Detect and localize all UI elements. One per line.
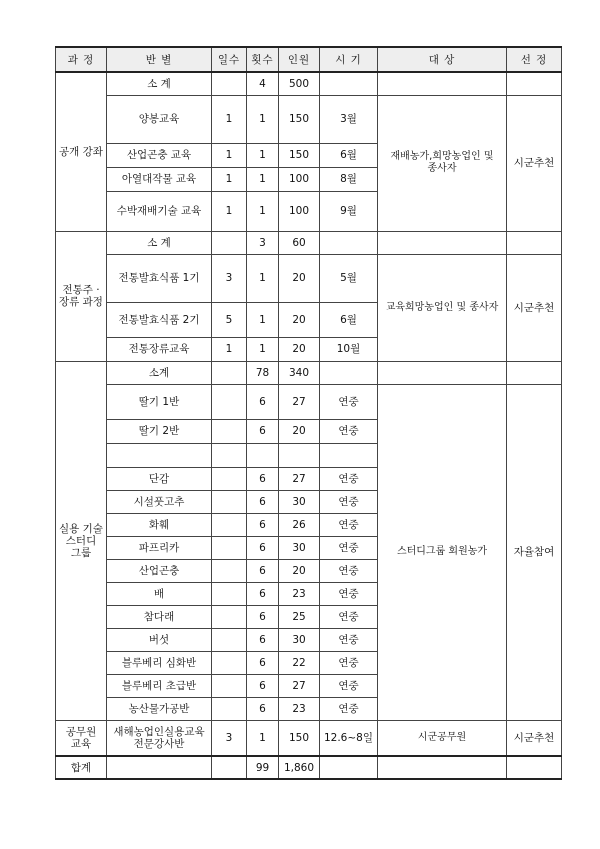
times-cell: 1 [247, 95, 279, 143]
times-cell: 6 [247, 697, 279, 720]
days-cell [212, 628, 247, 651]
class-cell: 전통장류교육 [107, 337, 212, 361]
total-selection-cell [507, 756, 562, 779]
selection-cell: 시군추천 [507, 720, 562, 756]
people-cell: 20 [279, 254, 320, 302]
class-cell: 수박재배기술 교육 [107, 191, 212, 231]
target-cell [378, 72, 507, 95]
selection-cell: 시군추천 [507, 95, 562, 231]
people-cell: 27 [279, 467, 320, 490]
class-cell: 배 [107, 582, 212, 605]
header-people: 인원 [279, 47, 320, 72]
table-row [56, 231, 562, 254]
period-cell: 9월 [320, 191, 378, 231]
times-cell: 1 [247, 191, 279, 231]
course-name-cell: 공개 강좌 [56, 72, 107, 231]
selection-cell: 자율참여 [507, 384, 562, 720]
days-cell: 1 [212, 191, 247, 231]
class-cell: 참다래 [107, 605, 212, 628]
class-cell: 새해농업인실용교육 전문강사반 [107, 720, 212, 756]
days-cell [212, 513, 247, 536]
course-name-cell: 공무원 교육 [56, 720, 107, 756]
total-people-cell: 1,860 [279, 756, 320, 779]
days-cell [212, 443, 247, 467]
period-cell: 12.6~8일 [320, 720, 378, 756]
class-cell [107, 443, 212, 467]
period-cell [320, 361, 378, 384]
class-cell: 소계 [107, 361, 212, 384]
people-cell: 23 [279, 697, 320, 720]
header-times: 횟수 [247, 47, 279, 72]
period-cell: 5월 [320, 254, 378, 302]
days-cell [212, 419, 247, 443]
table-row [56, 361, 562, 384]
training-plan-table [55, 46, 562, 780]
times-cell: 6 [247, 651, 279, 674]
times-cell: 6 [247, 490, 279, 513]
times-cell: 6 [247, 467, 279, 490]
period-cell [320, 72, 378, 95]
people-cell: 20 [279, 302, 320, 337]
times-cell: 4 [247, 72, 279, 95]
times-cell: 6 [247, 674, 279, 697]
people-cell: 27 [279, 674, 320, 697]
people-cell: 100 [279, 167, 320, 191]
period-cell: 6월 [320, 302, 378, 337]
selection-cell: 시군추천 [507, 254, 562, 361]
times-cell: 6 [247, 419, 279, 443]
period-cell: 연중 [320, 384, 378, 419]
people-cell: 20 [279, 337, 320, 361]
header-selection: 선 정 [507, 47, 562, 72]
period-cell: 10월 [320, 337, 378, 361]
header-period: 시 기 [320, 47, 378, 72]
class-cell: 양봉교육 [107, 95, 212, 143]
period-cell: 연중 [320, 582, 378, 605]
people-cell: 30 [279, 536, 320, 559]
class-cell: 블루베리 초급반 [107, 674, 212, 697]
total-period-cell [320, 756, 378, 779]
total-class-cell [107, 756, 212, 779]
class-cell: 블루베리 심화반 [107, 651, 212, 674]
table-row [56, 72, 562, 95]
class-cell: 시설풋고추 [107, 490, 212, 513]
target-cell: 재배농가,희망농업인 및 종사자 [378, 95, 507, 231]
people-cell: 340 [279, 361, 320, 384]
times-cell: 1 [247, 143, 279, 167]
people-cell: 25 [279, 605, 320, 628]
times-cell: 78 [247, 361, 279, 384]
total-times-cell: 99 [247, 756, 279, 779]
period-cell: 연중 [320, 467, 378, 490]
table-body [56, 72, 562, 779]
period-cell: 연중 [320, 651, 378, 674]
days-cell [212, 674, 247, 697]
times-cell: 6 [247, 536, 279, 559]
people-cell [279, 443, 320, 467]
people-cell: 30 [279, 490, 320, 513]
days-cell: 1 [212, 167, 247, 191]
period-cell: 8월 [320, 167, 378, 191]
class-cell: 산업곤충 [107, 559, 212, 582]
period-cell: 연중 [320, 697, 378, 720]
target-cell [378, 231, 507, 254]
times-cell: 1 [247, 167, 279, 191]
period-cell: 연중 [320, 536, 378, 559]
period-cell: 연중 [320, 628, 378, 651]
class-cell: 소 계 [107, 231, 212, 254]
table-row [56, 95, 562, 143]
people-cell: 150 [279, 720, 320, 756]
days-cell: 1 [212, 337, 247, 361]
people-cell: 100 [279, 191, 320, 231]
header-days: 일수 [212, 47, 247, 72]
days-cell: 3 [212, 254, 247, 302]
people-cell: 150 [279, 143, 320, 167]
times-cell: 1 [247, 720, 279, 756]
times-cell: 6 [247, 513, 279, 536]
period-cell: 연중 [320, 605, 378, 628]
people-cell: 60 [279, 231, 320, 254]
people-cell: 22 [279, 651, 320, 674]
people-cell: 26 [279, 513, 320, 536]
days-cell: 1 [212, 95, 247, 143]
header-class: 반 별 [107, 47, 212, 72]
days-cell: 1 [212, 143, 247, 167]
class-cell: 단감 [107, 467, 212, 490]
class-cell: 농산물가공반 [107, 697, 212, 720]
target-cell: 시군공무원 [378, 720, 507, 756]
days-cell [212, 651, 247, 674]
class-cell: 버섯 [107, 628, 212, 651]
times-cell: 1 [247, 254, 279, 302]
times-cell: 1 [247, 337, 279, 361]
times-cell: 6 [247, 605, 279, 628]
header-row [56, 47, 562, 72]
class-cell: 딸기 2반 [107, 419, 212, 443]
days-cell [212, 231, 247, 254]
days-cell [212, 605, 247, 628]
table-row [56, 384, 562, 419]
period-cell: 연중 [320, 490, 378, 513]
times-cell: 6 [247, 582, 279, 605]
people-cell: 30 [279, 628, 320, 651]
course-name-cell: 전통주 · 장류 과정 [56, 231, 107, 361]
period-cell: 연중 [320, 674, 378, 697]
table-row [56, 254, 562, 302]
table-row [56, 720, 562, 756]
days-cell: 5 [212, 302, 247, 337]
people-cell: 23 [279, 582, 320, 605]
days-cell [212, 536, 247, 559]
people-cell: 20 [279, 559, 320, 582]
class-cell: 아열대작물 교육 [107, 167, 212, 191]
days-cell [212, 72, 247, 95]
class-cell: 딸기 1반 [107, 384, 212, 419]
total-row [56, 756, 562, 779]
period-cell [320, 443, 378, 467]
times-cell: 1 [247, 302, 279, 337]
times-cell: 6 [247, 384, 279, 419]
people-cell: 20 [279, 419, 320, 443]
period-cell: 연중 [320, 559, 378, 582]
people-cell: 150 [279, 95, 320, 143]
header-target: 대 상 [378, 47, 507, 72]
people-cell: 27 [279, 384, 320, 419]
period-cell: 3월 [320, 95, 378, 143]
times-cell: 6 [247, 559, 279, 582]
table-header [56, 47, 562, 72]
class-cell: 산업곤충 교육 [107, 143, 212, 167]
total-target-cell [378, 756, 507, 779]
class-cell: 파프리카 [107, 536, 212, 559]
days-cell [212, 490, 247, 513]
class-cell: 전통발효식품 1기 [107, 254, 212, 302]
days-cell [212, 361, 247, 384]
days-cell [212, 467, 247, 490]
class-cell: 전통발효식품 2기 [107, 302, 212, 337]
days-cell: 3 [212, 720, 247, 756]
times-cell [247, 443, 279, 467]
period-cell [320, 231, 378, 254]
target-cell: 교육희망농업인 및 종사자 [378, 254, 507, 361]
header-course: 과 정 [56, 47, 107, 72]
days-cell [212, 582, 247, 605]
period-cell: 연중 [320, 419, 378, 443]
selection-cell [507, 361, 562, 384]
total-days-cell [212, 756, 247, 779]
class-cell: 소 계 [107, 72, 212, 95]
class-cell: 화훼 [107, 513, 212, 536]
period-cell: 연중 [320, 513, 378, 536]
days-cell [212, 384, 247, 419]
target-cell: 스터디그룹 회원농가 [378, 384, 507, 720]
total-label-cell: 합계 [56, 756, 107, 779]
times-cell: 3 [247, 231, 279, 254]
period-cell: 6월 [320, 143, 378, 167]
days-cell [212, 559, 247, 582]
people-cell: 500 [279, 72, 320, 95]
days-cell [212, 697, 247, 720]
course-name-cell: 실용 기술 스터디 그룹 [56, 361, 107, 720]
selection-cell [507, 72, 562, 95]
target-cell [378, 361, 507, 384]
times-cell: 6 [247, 628, 279, 651]
selection-cell [507, 231, 562, 254]
